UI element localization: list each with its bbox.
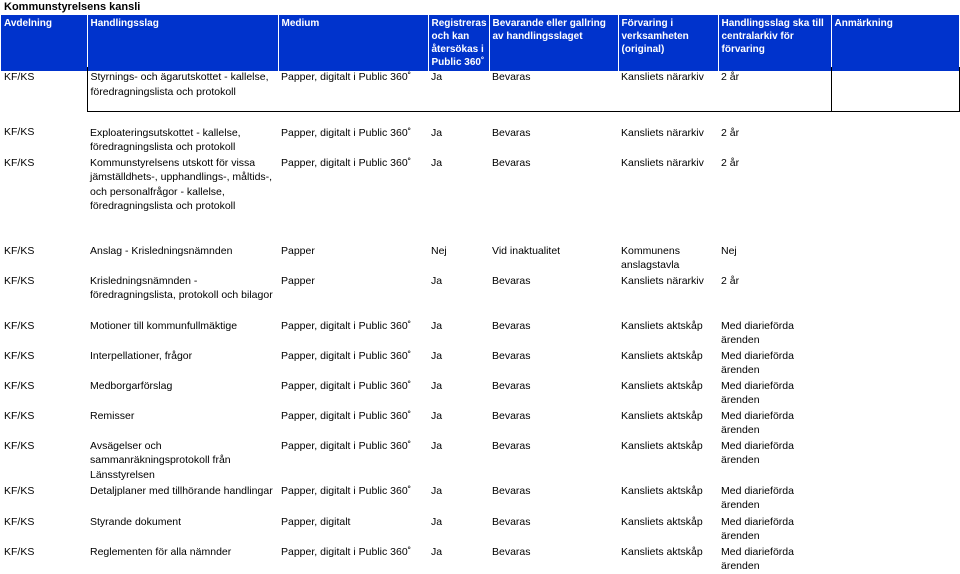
cell-anmarkning [831,155,959,228]
col-header-forvaring: Förvaring i verksamheten (original) [618,15,718,71]
cell-medium: Papper, digitalt [281,515,351,528]
cell-avdelning: KF/KS [4,515,35,528]
col-header-anmarkning: Anmärkning [831,15,959,71]
cell-anmarkning [831,348,959,378]
cell-avdelning: KF/KS [4,484,35,497]
cell-medium: Papper, digitalt i Public 360˚ [281,545,412,558]
cell-anmarkning [831,273,959,318]
cell-anmarkning [831,544,959,574]
table-row [1,438,959,483]
cell-registreras: Ja [431,274,443,287]
cell-handlingsslag: Medborgarförslag [90,379,173,392]
records-table [1,67,960,574]
cell-handlingsslag: Motioner till kommunfullmäktige [90,319,238,332]
cell-forvaring: Kansliets aktskåp [621,379,703,392]
table-row [1,155,959,228]
cell-registreras: Ja [431,126,443,139]
cell-avdelning: KF/KS [4,349,35,362]
cell-anmarkning [831,67,959,111]
cell-registreras: Nej [431,244,447,257]
cell-bevarande: Bevaras [492,409,531,422]
cell-medium: Papper, digitalt i Public 360˚ [281,319,412,332]
cell-handlingsslag: Reglementen för alla nämnder [90,545,232,558]
cell-registreras: Ja [431,349,443,362]
cell-bevarande: Bevaras [492,126,531,139]
cell-bevarande: Bevaras [492,349,531,362]
cell-forvaring: Kansliets aktskåp [621,349,703,362]
cell-centralarkiv: 2 år [721,126,740,139]
table-row [1,348,959,378]
col-header-avdelning: Avdelning [1,15,87,71]
cell-forvaring: Kansliets aktskåp [621,439,703,452]
cell-anmarkning [831,378,959,408]
table-row [1,111,959,155]
cell-anmarkning [831,438,959,483]
cell-centralarkiv: Nej [721,244,737,257]
col-header-bevarande: Bevarande eller gallring av handlingsslaget [489,15,618,71]
table-row [1,483,959,514]
cell-bevarande: Bevaras [492,156,531,169]
cell-centralarkiv: 2 år [718,67,831,111]
cell-centralarkiv: 2 år [721,156,740,169]
table-row [1,318,959,348]
cell-medium: Papper, digitalt i Public 360˚ [281,156,412,169]
cell-centralarkiv: Med diarieförda ärenden [721,379,794,406]
cell-medium: Papper, digitalt i Public 360˚ [281,379,412,392]
table-row [1,273,959,318]
cell-avdelning: KF/KS [4,379,35,392]
cell-forvaring: Kansliets aktskåp [621,409,703,422]
cell-centralarkiv: Med diarieförda ärenden [721,515,794,542]
table-row [1,378,959,408]
cell-anmarkning [831,318,959,348]
cell-forvaring: Kansliets aktskåp [621,545,703,558]
cell-registreras: Ja [431,484,443,497]
cell-centralarkiv: 2 år [721,274,740,287]
cell-handlingsslag: Exploateringsutskottet - kallelse, föredragningslista och protokoll [90,126,241,153]
cell-handlingsslag: Remisser [90,409,135,422]
cell-handlingsslag: Interpellationer, frågor [90,349,193,362]
cell-forvaring: Kommunens anslagstavla [621,244,680,271]
cell-registreras: Ja [431,545,443,558]
col-header-centralarkiv: Handlingsslag ska till centralarkiv för förvaring [718,15,831,71]
cell-avdelning: KF/KS [4,545,35,558]
cell-registreras: Ja [431,515,443,528]
cell-forvaring: Kansliets närarkiv [621,126,704,139]
cell-medium: Papper, digitalt i Public 360˚ [278,67,428,111]
cell-bevarande: Bevaras [492,515,531,528]
cell-handlingsslag: Detaljplaner med tillhörande handlingar [90,484,273,497]
cell-medium: Papper [281,244,315,257]
cell-bevarande: Bevaras [489,67,618,111]
cell-medium: Papper, digitalt i Public 360˚ [281,126,412,139]
cell-avdelning: KF/KS [4,156,35,169]
cell-registreras: Ja [431,379,443,392]
cell-bevarande: Bevaras [492,484,531,497]
cell-avdelning: KF/KS [4,319,35,332]
table-header [1,15,960,71]
cell-bevarande: Bevaras [492,274,531,287]
cell-avdelning: KF/KS [4,244,35,257]
cell-handlingsslag: Krisledningsnämnden - föredragningslista, protokoll och bilagor [90,274,273,301]
table-row [1,408,959,438]
cell-registreras: Ja [431,439,443,452]
cell-anmarkning [831,514,959,544]
cell-registreras: Ja [431,409,443,422]
cell-handlingsslag: Kommunstyrelsens utskott för vissa jämställdhets-, upphandlings-, måltids-, och personalfrågor - kallelse, föredragningslista och protokoll [90,156,273,212]
cell-handlingsslag: Styrnings- och ägarutskottet - kallelse, föredragningslista och protokoll [87,67,278,111]
cell-bevarande: Bevaras [492,379,531,392]
cell-forvaring: Kansliets närarkiv [621,274,704,287]
table-row [1,228,959,273]
cell-forvaring: Kansliets aktskåp [621,515,703,528]
table-row [1,514,959,544]
cell-centralarkiv: Med diarieförda ärenden [721,439,794,466]
cell-avdelning: KF/KS [4,71,35,83]
table-row [1,67,959,111]
page-title: Kommunstyrelsens kansli [4,1,141,13]
cell-registreras: Ja [431,156,443,169]
cell-medium: Papper [281,274,315,287]
cell-bevarande: Bevaras [492,439,531,452]
table-row [1,544,959,574]
cell-centralarkiv: Med diarieförda ärenden [721,349,794,376]
cell-centralarkiv: Med diarieförda ärenden [721,484,794,511]
cell-bevarande: Bevaras [492,545,531,558]
cell-forvaring: Kansliets närarkiv [618,67,718,111]
cell-handlingsslag: Anslag - Krisledningsnämnden [90,244,233,257]
col-header-medium: Medium [278,15,428,71]
cell-medium: Papper, digitalt i Public 360˚ [281,349,412,362]
cell-forvaring: Kansliets aktskåp [621,484,703,497]
cell-centralarkiv: Med diarieförda ärenden [721,319,794,346]
cell-handlingsslag: Avsägelser och sammanräkningsprotokoll från Länsstyrelsen [90,439,231,481]
cell-avdelning: KF/KS [4,126,35,138]
cell-avdelning: KF/KS [4,409,35,422]
cell-centralarkiv: Med diarieförda ärenden [721,545,794,572]
cell-bevarande: Vid inaktualitet [492,244,561,257]
cell-anmarkning [831,408,959,438]
cell-registreras: Ja [428,67,489,111]
cell-medium: Papper, digitalt i Public 360˚ [281,439,412,452]
cell-medium: Papper, digitalt i Public 360˚ [281,409,412,422]
cell-forvaring: Kansliets närarkiv [621,156,704,169]
col-header-registreras: Registreras och kan återsökas i Public 360˚ [428,15,489,71]
cell-registreras: Ja [431,319,443,332]
cell-anmarkning [831,228,959,273]
cell-anmarkning [831,111,959,155]
cell-avdelning: KF/KS [4,274,35,287]
cell-centralarkiv: Med diarieförda ärenden [721,409,794,436]
cell-handlingsslag: Styrande dokument [90,515,182,528]
cell-bevarande: Bevaras [492,319,531,332]
cell-avdelning: KF/KS [4,439,35,452]
cell-anmarkning [831,483,959,514]
cell-forvaring: Kansliets aktskåp [621,319,703,332]
cell-medium: Papper, digitalt i Public 360˚ [281,484,412,497]
col-header-handlingsslag: Handlingsslag [87,15,278,71]
